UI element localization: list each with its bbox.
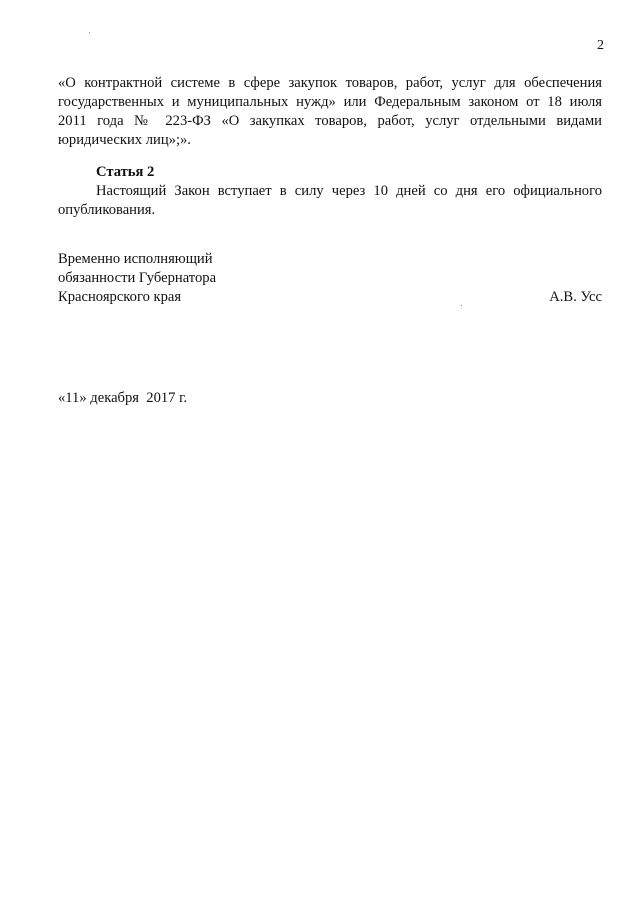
article-line: опубликования. bbox=[58, 202, 156, 218]
document-date: «11» декабря 2017 г. bbox=[58, 390, 188, 406]
page-number: 2 bbox=[597, 38, 604, 53]
signer-title-line: Красноярского края bbox=[58, 289, 182, 305]
signer-title-line: обязанности Губернатора bbox=[58, 270, 217, 286]
paragraph-line: 2011 года № 223-ФЗ «О закупках товаров, работ, услуг отдельными видами bbox=[58, 113, 602, 129]
signer-title-line: Временно исполняющий bbox=[58, 251, 213, 267]
paragraph-line: государственных и муниципальных нужд» или Федеральным законом от 18 июля bbox=[58, 94, 602, 110]
article-heading: Статья 2 bbox=[96, 164, 155, 180]
signer-name: А.В. Усс bbox=[549, 289, 602, 305]
scan-speck bbox=[89, 32, 90, 33]
paragraph-line: юридических лиц»;». bbox=[58, 132, 191, 148]
paragraph-continuation bbox=[58, 74, 602, 150]
article-line: Настоящий Закон вступает в силу через 10 дней со дня его официального bbox=[96, 183, 602, 199]
signature-block bbox=[58, 250, 602, 307]
paragraph-line: «О контрактной системе в сфере закупок товаров, работ, услуг для обеспечения bbox=[58, 75, 602, 91]
article-body bbox=[58, 182, 602, 220]
